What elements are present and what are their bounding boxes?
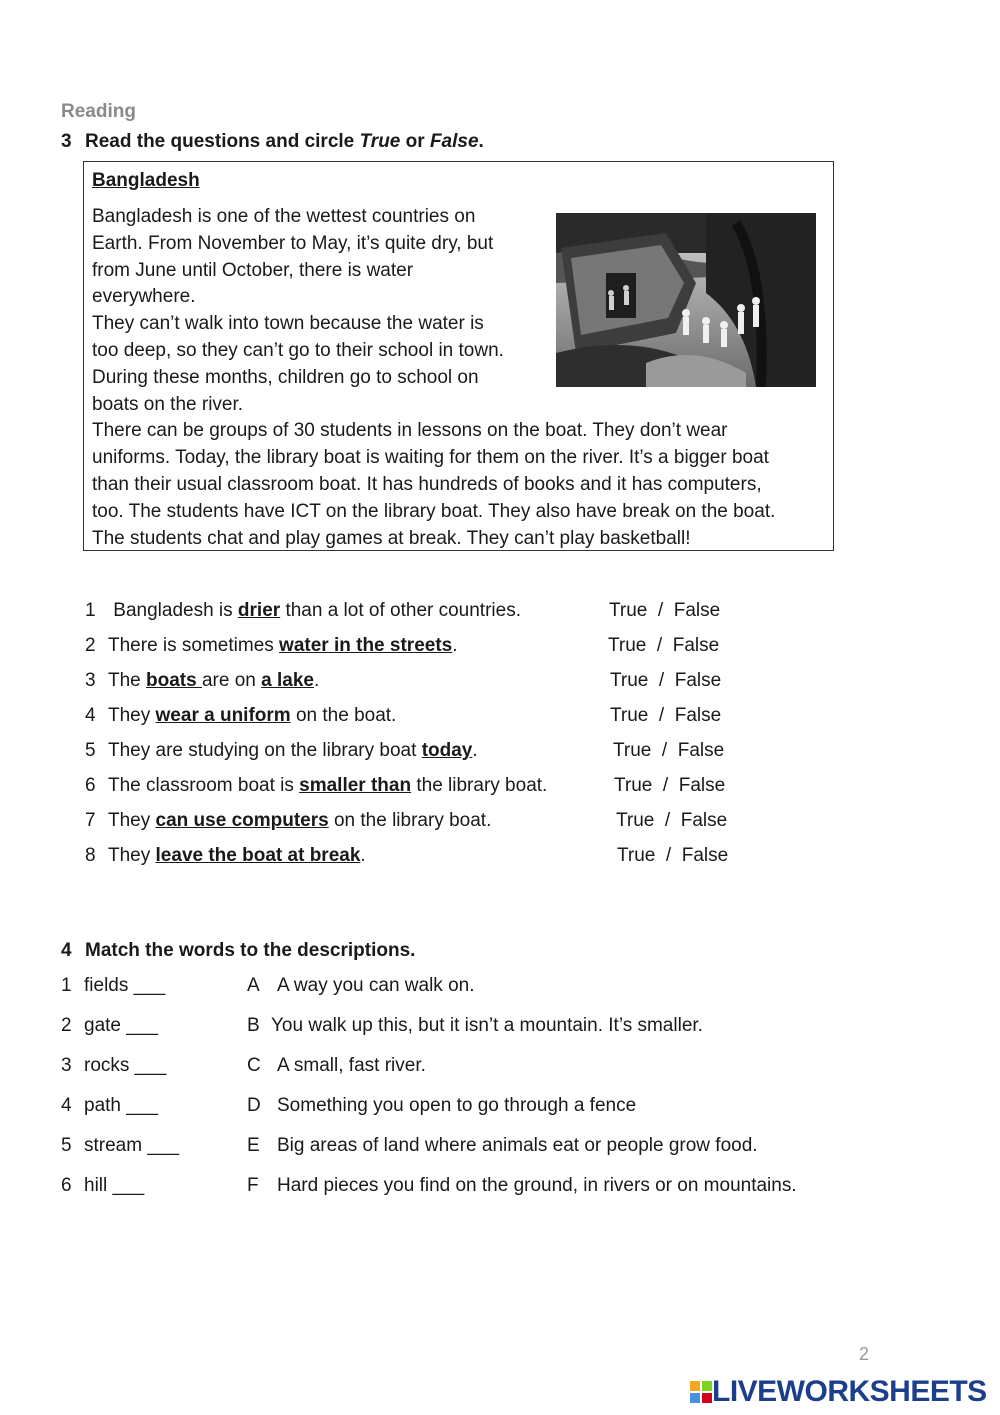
statement-text: . <box>452 635 458 656</box>
true-false-choice[interactable]: True / False <box>616 810 728 831</box>
statement-text: They are studying on the library boat <box>108 740 422 761</box>
description-text: Something you open to go through a fence <box>277 1095 637 1116</box>
liveworksheets-logo <box>690 1375 987 1409</box>
statement-text: The <box>108 670 147 691</box>
statement-text: . <box>360 845 366 866</box>
statement-number: 7 <box>85 810 96 831</box>
key-phrase: a lake <box>261 670 314 691</box>
passage-line: uniforms. Today, the library boat is waiting for them on the river. It’s a bigger boat <box>92 447 769 469</box>
description-text: A small, fast river. <box>277 1055 426 1076</box>
question-4-heading: 4 Match the words to the descriptions. <box>61 940 416 961</box>
statement-number: 3 <box>85 670 96 691</box>
statement-text: on the boat. <box>290 705 397 726</box>
passage-line: too deep, so they can’t go to their school in town. <box>92 340 504 361</box>
passage-line: Earth. From November to May, it’s quite dry, but <box>92 232 494 254</box>
match-word[interactable]: hill ___ <box>84 1175 145 1196</box>
statement-text: There is sometimes <box>108 635 280 656</box>
description-letter: D <box>247 1095 261 1116</box>
match-word-number: 2 <box>61 1015 72 1036</box>
true-false-statement <box>85 600 521 622</box>
description-text: Hard pieces you find on the ground, in rivers or on mountains. <box>277 1175 797 1196</box>
statement-text: the library boat. <box>411 775 548 796</box>
true-false-choice[interactable]: True / False <box>608 635 720 656</box>
passage-line: everywhere. <box>92 286 196 308</box>
key-phrase: water in the streets <box>279 635 453 656</box>
statement-text: . <box>313 670 320 691</box>
key-phrase: can use computers <box>155 810 329 831</box>
statement-text: They <box>108 810 156 831</box>
true-false-statement <box>85 775 547 797</box>
description-text: A way you can walk on. <box>277 975 475 996</box>
true-false-statement <box>85 845 366 867</box>
statement-number: 5 <box>85 740 96 761</box>
statement-text: They <box>108 705 156 726</box>
page-number: 2 <box>859 1344 870 1364</box>
match-word-number: 5 <box>61 1135 72 1156</box>
passage-line: They can’t walk into town because the water is <box>92 313 484 335</box>
description-letter: C <box>247 1055 261 1076</box>
statement-number: 6 <box>85 775 96 796</box>
statement-text: than a lot of other countries. <box>280 600 521 621</box>
match-word-number: 4 <box>61 1095 72 1116</box>
true-false-statement <box>85 635 458 657</box>
true-false-statement <box>85 705 396 727</box>
statement-number: 8 <box>85 845 96 866</box>
statement-text: Bangladesh is <box>108 600 238 621</box>
passage-line: from June until October, there is water <box>92 259 414 281</box>
true-false-statement <box>85 740 478 762</box>
match-word-number: 3 <box>61 1055 72 1076</box>
match-word[interactable]: rocks ___ <box>84 1055 167 1076</box>
passage-title: Bangladesh <box>92 170 200 191</box>
statement-text: The classroom boat is <box>108 775 300 796</box>
true-false-choice[interactable]: True / False <box>610 670 722 691</box>
statement-number: 1 <box>85 600 96 621</box>
statement-number: 4 <box>85 705 96 726</box>
section-label: Reading <box>61 101 136 122</box>
description-letter: E <box>247 1135 260 1156</box>
passage-line: boats on the river. <box>92 393 244 415</box>
match-word-number: 1 <box>61 975 72 996</box>
passage-line: There can be groups of 30 students in lessons on the boat. They don’t wear <box>92 420 728 442</box>
key-phrase: drier <box>237 600 281 621</box>
key-phrase: boats <box>146 670 202 691</box>
passage-line: too. The students have ICT on the library boat. They also have break on the boat. <box>92 500 776 522</box>
statement-text: on the library boat. <box>328 810 492 831</box>
key-phrase: wear a uniform <box>155 705 291 726</box>
statement-text: are on <box>201 670 262 691</box>
liveworksheets-logo-icon <box>690 1381 712 1403</box>
key-phrase: smaller than <box>299 775 412 796</box>
match-word[interactable]: fields ___ <box>84 975 166 996</box>
question-number: 3 <box>61 131 72 152</box>
true-false-choice[interactable]: True / False <box>609 600 721 621</box>
match-word[interactable]: gate ___ <box>84 1015 158 1036</box>
statement-number: 2 <box>85 635 96 656</box>
true-false-choice[interactable]: True / False <box>613 740 725 761</box>
true-false-statement <box>85 670 319 692</box>
passage-line: than their usual classroom boat. It has hundreds of books and it has computers, <box>92 474 762 495</box>
passage-line: Bangladesh is one of the wettest countries on <box>92 206 476 227</box>
true-false-choice[interactable]: True / False <box>617 845 729 866</box>
passage-line: The students chat and play games at break. They can’t play basketball! <box>92 527 691 549</box>
question-3-heading: 3 Read the questions and circle True or False. <box>61 131 484 152</box>
statement-text: They <box>108 845 156 866</box>
match-word-number: 6 <box>61 1175 72 1196</box>
match-word[interactable]: path ___ <box>84 1095 158 1116</box>
description-text: You walk up this, but it isn’t a mountain. It’s smaller. <box>271 1015 703 1036</box>
passage-photo <box>556 213 816 387</box>
statement-text: . <box>472 740 478 761</box>
true-false-choice[interactable]: True / False <box>610 705 722 726</box>
key-phrase: today <box>421 740 473 761</box>
match-word[interactable]: stream ___ <box>84 1135 180 1156</box>
logo-text: LIVEWORKSHEETS <box>712 1375 987 1408</box>
reading-passage-box <box>83 161 834 551</box>
true-false-choice[interactable]: True / False <box>614 775 726 796</box>
question-number: 4 <box>61 940 72 961</box>
true-false-statement <box>85 810 491 832</box>
passage-line: During these months, children go to school on <box>92 366 479 388</box>
key-phrase: leave the boat at break <box>155 845 361 866</box>
description-text: Big areas of land where animals eat or people grow food. <box>277 1135 758 1156</box>
description-letter: A <box>247 975 260 996</box>
description-letter: F <box>247 1175 259 1196</box>
description-letter: B <box>247 1015 260 1036</box>
